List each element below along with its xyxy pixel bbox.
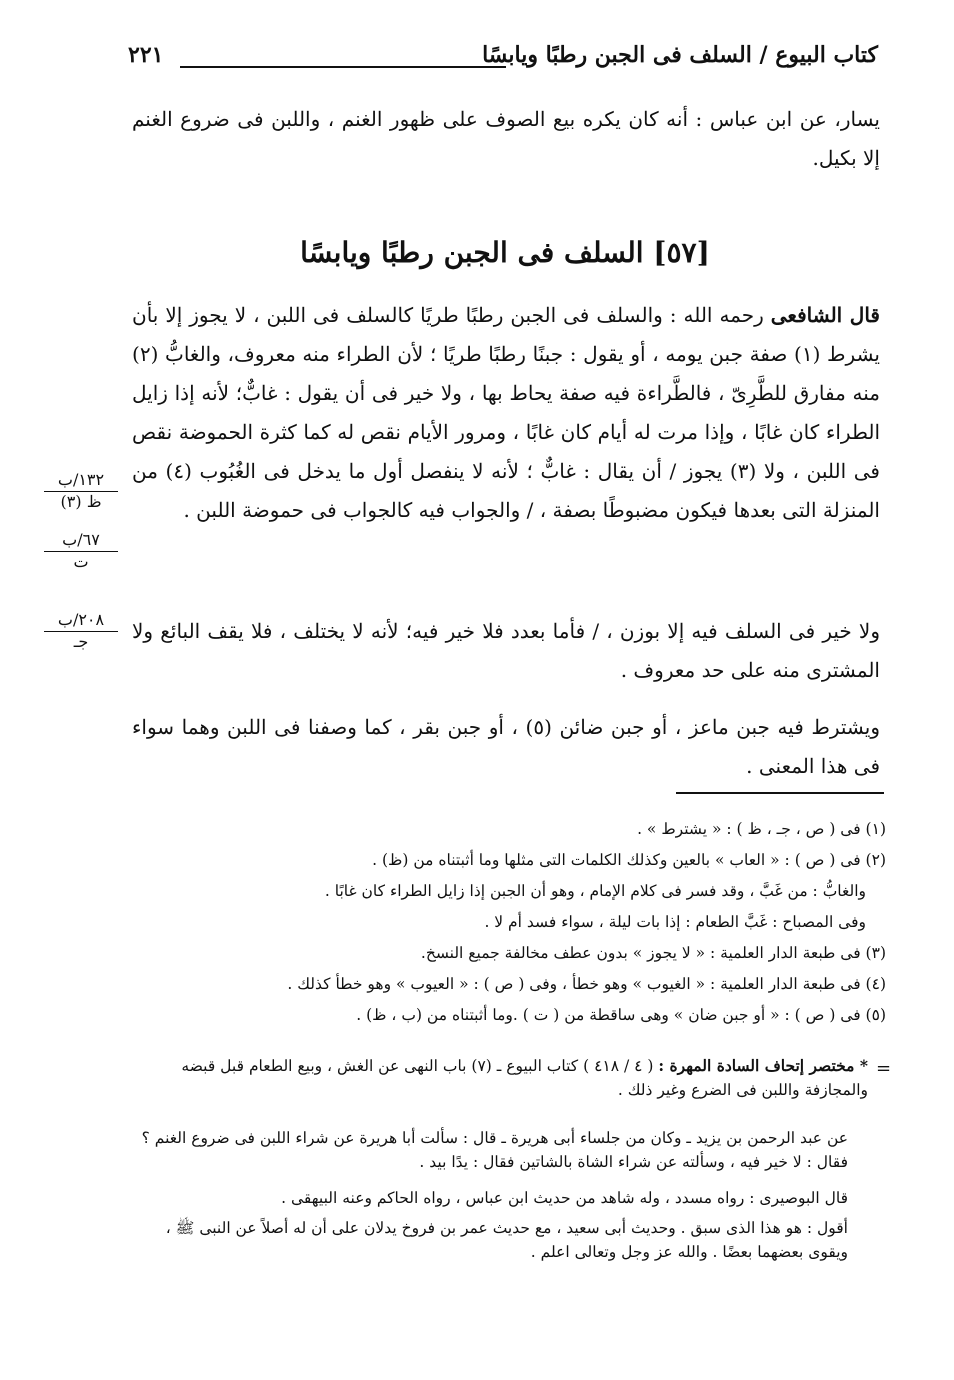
author-name: قال الشافعى bbox=[770, 303, 880, 327]
margin-manuscript: جـ bbox=[73, 632, 89, 651]
takhrij-line-2: عن عبد الرحمن بن يزيد ـ وكان من جلساء أبى هريرة ـ قال : سألت أبا هريرة عن شراء اللبن فى ضروع الغنم ؟ فقال : لا خير فيه ، وسألته عن شراء الشاة بالشاتين فقال : يدًا بيد . bbox=[141, 1129, 848, 1171]
header-rule bbox=[180, 66, 506, 68]
margin-note-3 bbox=[44, 610, 118, 652]
margin-note-2 bbox=[44, 530, 118, 572]
takhrij-line-4: أقول : هو هذا الذى سبق . وحديث أبى سعيد ، مع حديث عمر بن فروخ يدلان على أن له أصلاً عن النبى ﷺ ، ويقوى بعضهما بعضًا . والله عز وجل وتعالى اعلم . bbox=[165, 1219, 848, 1261]
intro-paragraph: يسار، عن ابن عباس : أنه كان يكره بيع الصوف على ظهور الغنم ، واللبن فى ضروع الغنم إلا بكيل. bbox=[132, 107, 880, 170]
footnote-2-continued: والغابُّ : من غَبَّ ، وقد فسر فى كلام الإمام ، وهو أن الجبن إذا زايل الطراء كان غابًا . bbox=[324, 882, 866, 900]
running-title: كتاب البيوع / السلف فى الجبن رطبًا ويابسًا bbox=[482, 42, 878, 68]
section-heading: [٥٧] السلف فى الجبن رطبًا ويابسًا bbox=[300, 236, 710, 269]
footnote-4: (٤) فى طبعة الدار العلمية : « الغيوب » وهو خطأ ، وفى ( ص ) : « العيوب » وهو خطأ كذلك . bbox=[287, 975, 886, 993]
body-paragraph-1 bbox=[132, 296, 880, 530]
body-paragraph-3: ويشترط فيه جبن ماعز ، أو جبن ضائن (٥) ، أو جبن بقر ، كما وصفنا فى اللبن وهما سواء فى هذا المعنى . bbox=[132, 715, 880, 778]
takhrij-text: ( ٤ / ٤١٨ ) كتاب البيوع ـ (٧) باب النهى عن الغش ، وبيع الطعام قبل قبضه والمجازفة واللبن فى الضرع وغير ذلك . bbox=[181, 1057, 868, 1099]
margin-manuscript: ت bbox=[73, 552, 89, 571]
footnote-5: (٥) فى ( ص ) : « أو جبن ضان » وهى ساقطة من ( ت ) .وما أثبتناه من (ب ، ظ) . bbox=[356, 1006, 886, 1024]
body-paragraph-2: ولا خير فى السلف فيه إلا بوزن ، / فأما بعدد فلا خير فيه؛ لأنه لا يختلف ، فلا يقف البائع ولا المشترى منه على حد معروف . bbox=[132, 619, 881, 682]
footnote-3: (٣) فى طبعة الدار العلمية : « لا يجوز » بدون عطف مخالفة جميع النسخ. bbox=[420, 944, 886, 962]
margin-folio: ١٣٢/ب bbox=[44, 470, 118, 492]
margin-folio: ٢٠٨/ب bbox=[44, 610, 118, 632]
footnote-separator bbox=[676, 792, 884, 794]
continuation-marker: = bbox=[876, 1058, 892, 1079]
takhrij-source-title: * مختصر إتحاف السادة المهرة : bbox=[658, 1056, 868, 1075]
takhrij-line-1 bbox=[140, 1054, 868, 1102]
margin-manuscript: ظ (٣) bbox=[60, 492, 102, 511]
margin-note-1 bbox=[44, 470, 118, 512]
footnote-2-continued: وفى المصباح : غَبَّ الطعام : إذا بات ليلة ، سواء فسد أم لا . bbox=[484, 913, 866, 931]
running-header bbox=[128, 42, 878, 78]
footnote-1: (١) فى ( ص ، جـ ، ظ ) : « يشترط » . bbox=[637, 820, 886, 838]
page-number: ٢٢١ bbox=[128, 42, 164, 68]
footnote-2: (٢) فى ( ص ) : « العاب » بالعين وكذلك الكلمات التى مثلها وما أثبتناه من (ظ) . bbox=[372, 851, 886, 869]
takhrij-line-3: قال البوصيرى : رواه مسدد ، وله شاهد من حديث ابن عباس ، رواه الحاكم وعنه البيهقى . bbox=[281, 1189, 848, 1207]
margin-folio: ٦٧/ب bbox=[44, 530, 118, 552]
body-paragraph-1-text: رحمه الله : والسلف فى الجبن رطبًا طريًا كالسلف فى اللبن ، لا يجوز إلا بأن يشرط (١) صفة جبن يومه ، أو يقول : جبنًا رطبًا طريًا ؛ لأن الطراء منه معروف، والغابُّ (٢) منه مفارق للطَّرِىّ ، فالطَّراءة فيه صفة يحاط بها ، ولا خير فى أن يقول : غابٌّ؛ لأنه إذا زايل الطراء كان غابًا ، وإذا مرت له أيام كان غابًا ، ومرور الأيام نقص له كما كثرة الحموضة نقص فى اللبن ، ولا (٣) يجوز / أن يقال : غابٌّ ؛ لأنه لا ينفصل أول ما يدخل فى الغُبُوب (٤) من المنزلة التى بعدها فيكون مضبوطًا بصفة ، / والجواب فيه كالجواب فى حموضة اللبن . bbox=[132, 303, 880, 522]
